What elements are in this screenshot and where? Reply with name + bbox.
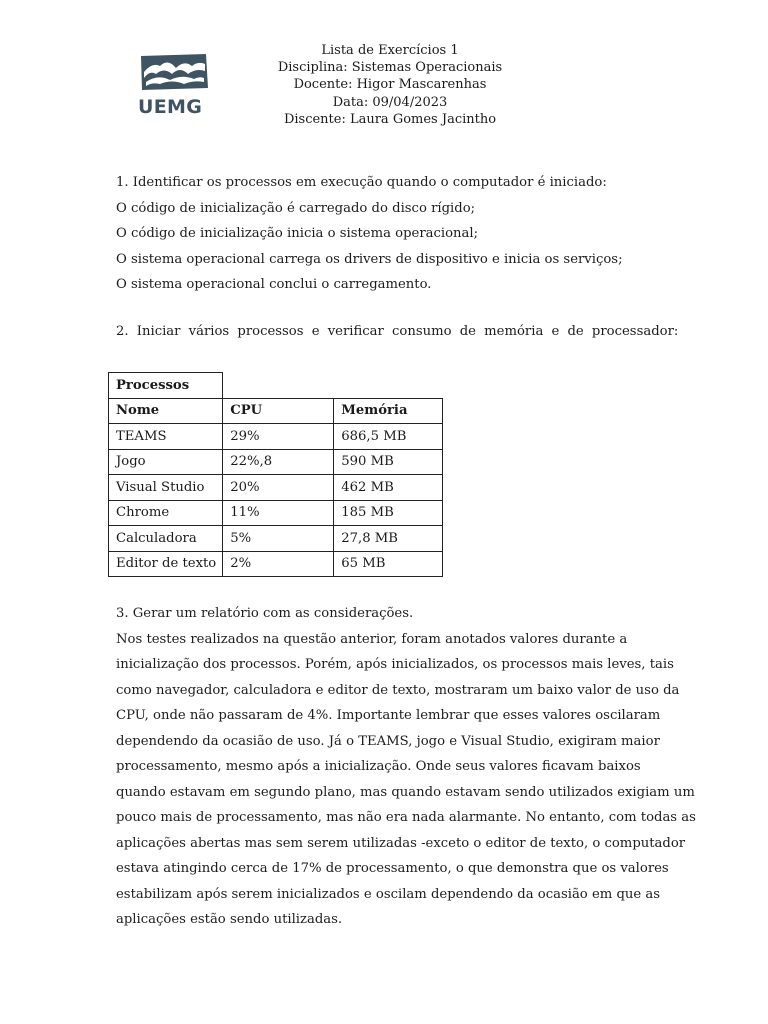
process-cpu: 2% <box>223 551 334 577</box>
process-name: Calculadora <box>109 526 223 552</box>
header-discipline: Disciplina: Sistemas Operacionais <box>277 60 503 76</box>
question-1-line: O código de inicialização é carregado do disco rígido; <box>116 200 476 216</box>
report-line: estabilizam após serem inicializados e oscilam dependendo da ocasião em que as <box>116 886 661 902</box>
report-line: processamento, mesmo após a inicialização. Onde seus valores ficavam baixos <box>116 759 641 774</box>
table-row <box>109 475 443 501</box>
report-line: como navegador, calculadora e editor de texto, mostraram um baixo valor de uso da <box>116 682 680 698</box>
process-memory: 185 MB <box>334 500 443 526</box>
report-line: pouco mais de processamento, mas não era nada alarmante. No entanto, com todas as <box>116 810 696 825</box>
column-header: CPU <box>223 398 334 424</box>
column-header: Memória <box>334 398 443 424</box>
header-teacher: Docente: Higor Mascarenhas <box>293 77 487 93</box>
table-row <box>109 551 443 577</box>
process-name: Jogo <box>109 449 223 475</box>
report-line: aplicações estão sendo utilizadas. <box>116 912 343 927</box>
question-3-title: 3. Gerar um relatório com as considerações. <box>116 606 414 621</box>
question-1-line: O sistema operacional conclui o carregamento. <box>116 277 432 292</box>
process-table <box>108 372 443 577</box>
process-cpu: 29% <box>223 424 334 450</box>
report-line: inicialização dos processos. Porém, após inicializados, os processos mais leves, tais <box>116 657 674 672</box>
question-1 <box>116 170 638 298</box>
uemg-logo <box>138 52 218 122</box>
table-row <box>109 449 443 475</box>
report-line: CPU, onde não passaram de 4%. Importante lembrar que esses valores oscilaram <box>116 708 661 723</box>
process-memory: 686,5 MB <box>334 424 443 450</box>
process-name: Editor de texto <box>109 551 223 577</box>
table-row <box>109 526 443 552</box>
table-row <box>109 424 443 450</box>
process-name: Chrome <box>109 500 223 526</box>
report-line: aplicações abertas mas sem serem utilizadas -exceto o editor de texto, o computador <box>116 835 686 851</box>
document-header <box>240 42 540 128</box>
report-line: Nos testes realizados na questão anterior, foram anotados valores durante a <box>116 631 628 647</box>
process-cpu: 22%,8 <box>223 449 334 475</box>
header-title: Lista de Exercícios 1 <box>321 43 459 58</box>
process-cpu: 20% <box>223 475 334 501</box>
mountain-emblem-icon <box>138 52 210 92</box>
report-line: dependendo da ocasião de uso. Já o TEAMS, jogo e Visual Studio, exigiram maior <box>116 733 660 749</box>
question-3 <box>116 601 696 933</box>
table-header-row <box>109 398 443 424</box>
logo-text: UEMG <box>138 96 203 118</box>
report-line: estava atingindo cerca de 17% de processamento, o que demonstra que os valores <box>116 861 669 876</box>
question-2-title: 2. Iniciar vários processos e verificar consumo de memória e de processador: <box>116 324 679 339</box>
question-2 <box>116 319 679 345</box>
blank-cell <box>334 373 443 399</box>
column-header: Nome <box>109 398 223 424</box>
header-student: Discente: Laura Gomes Jacintho <box>283 111 497 127</box>
process-memory: 590 MB <box>334 449 443 475</box>
header-date: Data: 09/04/2023 <box>332 94 448 110</box>
process-cpu: 11% <box>223 500 334 526</box>
report-line: quando estavam em segundo plano, mas quando estavam sendo utilizados exigiam um <box>116 784 695 800</box>
process-memory: 27,8 MB <box>334 526 443 552</box>
process-cpu: 5% <box>223 526 334 552</box>
table-row <box>109 500 443 526</box>
table-caption: Processos <box>109 373 223 399</box>
question-1-line: O sistema operacional carrega os drivers de dispositivo e inicia os serviços; <box>116 251 623 267</box>
process-name: Visual Studio <box>109 475 223 501</box>
table-caption-row <box>109 373 443 399</box>
question-1-title: 1. Identificar os processos em execução quando o computador é iniciado: <box>116 175 607 190</box>
question-1-line: O código de inicialização inicia o sistema operacional; <box>116 226 479 241</box>
process-name: TEAMS <box>109 424 223 450</box>
process-memory: 65 MB <box>334 551 443 577</box>
process-memory: 462 MB <box>334 475 443 501</box>
blank-cell <box>223 373 334 399</box>
